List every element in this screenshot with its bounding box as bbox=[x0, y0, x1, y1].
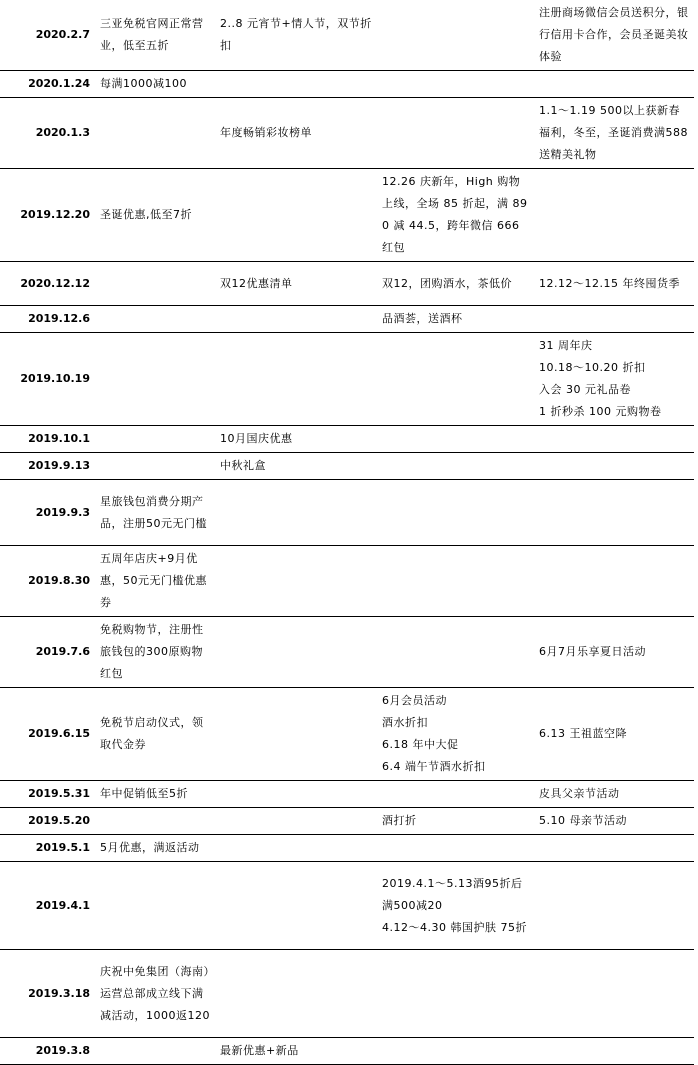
date-text: 2019.3.8 bbox=[35, 1044, 90, 1057]
date-cell bbox=[0, 546, 96, 617]
promo-cell-c4 bbox=[535, 71, 694, 98]
promo-cell-c4 bbox=[535, 808, 694, 835]
table-row bbox=[0, 1038, 694, 1065]
promo-text: 6月7月乐享夏日活动 bbox=[539, 645, 646, 658]
promo-cell-c2 bbox=[216, 862, 378, 950]
promo-cell-c3 bbox=[378, 333, 535, 426]
table-row bbox=[0, 262, 694, 306]
promo-cell-c3 bbox=[378, 71, 535, 98]
promo-cell-c2 bbox=[216, 98, 378, 169]
promo-cell-c4 bbox=[535, 617, 694, 688]
promo-text: 三亚免税官网正常营业，低至五折 bbox=[100, 17, 204, 52]
date-text: 2019.4.1 bbox=[35, 898, 90, 912]
promo-cell-c3 bbox=[378, 480, 535, 546]
promo-text: 圣诞优惠,低至7折 bbox=[100, 208, 192, 221]
date-text: 2019.9.3 bbox=[35, 505, 90, 519]
promo-text: 庆祝中免集团（海南）运营总部成立线下满减活动，1000返120 bbox=[100, 964, 210, 1022]
promo-cell-c3 bbox=[378, 808, 535, 835]
promo-cell-c1 bbox=[96, 781, 216, 808]
table-row bbox=[0, 426, 694, 453]
promo-cell-c3 bbox=[378, 862, 535, 950]
table-row bbox=[0, 71, 694, 98]
date-text: 2020.12.12 bbox=[20, 276, 90, 290]
promo-cell-c1 bbox=[96, 480, 216, 546]
date-cell bbox=[0, 98, 96, 169]
date-cell bbox=[0, 71, 96, 98]
date-cell bbox=[0, 333, 96, 426]
date-cell bbox=[0, 808, 96, 835]
promo-text: 6.4 端午节酒水折扣 bbox=[382, 760, 486, 773]
table-row bbox=[0, 808, 694, 835]
promo-cell-c4 bbox=[535, 950, 694, 1038]
promo-text: 每满1000减100 bbox=[100, 77, 187, 90]
promo-cell-c2 bbox=[216, 1038, 378, 1065]
promo-cell-c4 bbox=[535, 333, 694, 426]
date-cell bbox=[0, 480, 96, 546]
promo-cell-c2 bbox=[216, 480, 378, 546]
promo-cell-c4 bbox=[535, 426, 694, 453]
date-text: 2019.12.20 bbox=[20, 208, 90, 221]
date-text: 2020.2.7 bbox=[35, 28, 90, 41]
promo-text: 6.18 年中大促 bbox=[382, 738, 459, 751]
promo-cell-c2 bbox=[216, 71, 378, 98]
promo-text: 2019.4.1～5.13酒95折后满500减20 bbox=[382, 876, 523, 912]
promo-cell-c1 bbox=[96, 617, 216, 688]
date-text: 2019.3.18 bbox=[28, 986, 90, 1000]
table-row bbox=[0, 169, 694, 262]
promo-cell-c1 bbox=[96, 688, 216, 781]
promo-cell-c4 bbox=[535, 262, 694, 306]
table-row bbox=[0, 862, 694, 950]
date-cell bbox=[0, 306, 96, 333]
promo-text: 五周年店庆+9月优惠，50元无门槛优惠券 bbox=[100, 552, 207, 609]
promo-cell-c1 bbox=[96, 169, 216, 262]
table-row bbox=[0, 0, 694, 71]
table-row bbox=[0, 480, 694, 546]
promo-cell-c2 bbox=[216, 546, 378, 617]
promo-cell-c2 bbox=[216, 426, 378, 453]
promo-text: 4.12～4.30 韩国护肤 75折 bbox=[382, 920, 527, 934]
promo-cell-c3 bbox=[378, 1038, 535, 1065]
date-text: 2019.7.6 bbox=[35, 645, 90, 658]
promo-cell-c4 bbox=[535, 0, 694, 71]
promo-cell-c3 bbox=[378, 546, 535, 617]
date-cell bbox=[0, 835, 96, 862]
promo-text: 5.10 母亲节活动 bbox=[539, 814, 627, 827]
promo-cell-c1 bbox=[96, 453, 216, 480]
promo-cell-c4 bbox=[535, 688, 694, 781]
promo-text: 年中促销低至5折 bbox=[100, 787, 188, 800]
date-text: 2019.10.1 bbox=[28, 432, 90, 445]
promo-cell-c2 bbox=[216, 688, 378, 781]
promo-cell-c2 bbox=[216, 333, 378, 426]
promo-cell-c2 bbox=[216, 262, 378, 306]
promo-cell-c2 bbox=[216, 617, 378, 688]
promo-cell-c1 bbox=[96, 306, 216, 333]
promo-cell-c3 bbox=[378, 453, 535, 480]
promo-cell-c1 bbox=[96, 808, 216, 835]
promo-text: 入会 30 元礼品卷 bbox=[539, 383, 631, 396]
promo-text: 免税节启动仪式，领取代金券 bbox=[100, 716, 204, 751]
promo-text: 1 折秒杀 100 元购物卷 bbox=[539, 405, 662, 418]
promo-text: 最新优惠+新品 bbox=[220, 1044, 299, 1057]
promo-cell-c1 bbox=[96, 862, 216, 950]
promo-text: 6.13 王祖蓝空降 bbox=[539, 727, 627, 740]
promo-cell-c1 bbox=[96, 1038, 216, 1065]
promo-cell-c3 bbox=[378, 262, 535, 306]
table-row bbox=[0, 835, 694, 862]
table-row bbox=[0, 617, 694, 688]
promo-text: 12.26 庆新年，High 购物上线，全场 85 折起，满 890 减 44.5，跨年微信 666 红包 bbox=[382, 175, 528, 254]
promo-cell-c1 bbox=[96, 262, 216, 306]
promo-cell-c1 bbox=[96, 546, 216, 617]
promo-text: 2..8 元宵节+情人节，双节折扣 bbox=[220, 17, 372, 52]
date-text: 2020.1.3 bbox=[35, 126, 90, 139]
promo-text: 1.1～1.19 500以上获新春福利，冬至，圣诞消费满588送精美礼物 bbox=[539, 104, 688, 161]
promo-cell-c3 bbox=[378, 950, 535, 1038]
promo-cell-c1 bbox=[96, 0, 216, 71]
promo-cell-c2 bbox=[216, 808, 378, 835]
promo-cell-c1 bbox=[96, 426, 216, 453]
table-row bbox=[0, 453, 694, 480]
date-text: 2019.10.19 bbox=[20, 372, 90, 385]
promo-text: 10月国庆优惠 bbox=[220, 432, 293, 445]
date-cell bbox=[0, 426, 96, 453]
promo-cell-c1 bbox=[96, 333, 216, 426]
promo-text: 5月优惠，满返活动 bbox=[100, 841, 200, 854]
promo-cell-c3 bbox=[378, 169, 535, 262]
date-text: 2019.5.20 bbox=[28, 814, 90, 827]
date-cell bbox=[0, 781, 96, 808]
promo-text: 星旅钱包消费分期产品，注册50元无门槛 bbox=[100, 494, 207, 530]
promo-text: 双12，团购酒水，茶低价 bbox=[382, 276, 512, 290]
promo-cell-c2 bbox=[216, 950, 378, 1038]
promo-cell-c4 bbox=[535, 306, 694, 333]
promo-cell-c2 bbox=[216, 0, 378, 71]
promo-cell-c3 bbox=[378, 835, 535, 862]
promo-cell-c4 bbox=[535, 98, 694, 169]
date-text: 2020.1.24 bbox=[28, 77, 90, 90]
table-row bbox=[0, 546, 694, 617]
date-text: 2019.12.6 bbox=[28, 312, 90, 325]
promo-text: 年度畅销彩妆榜单 bbox=[220, 126, 312, 139]
date-text: 2019.9.13 bbox=[28, 459, 90, 472]
promo-cell-c4 bbox=[535, 480, 694, 546]
promo-cell-c4 bbox=[535, 781, 694, 808]
date-cell bbox=[0, 688, 96, 781]
table-row bbox=[0, 98, 694, 169]
promo-cell-c3 bbox=[378, 306, 535, 333]
date-text: 2019.8.30 bbox=[28, 574, 90, 587]
promo-text: 品酒荟，送酒杯 bbox=[382, 312, 463, 325]
promo-cell-c2 bbox=[216, 169, 378, 262]
promo-text: 免税购物节，注册性旅钱包的300原购物红包 bbox=[100, 623, 204, 680]
date-cell bbox=[0, 617, 96, 688]
promo-cell-c4 bbox=[535, 862, 694, 950]
promo-text: 31 周年庆 bbox=[539, 339, 593, 352]
promo-cell-c3 bbox=[378, 688, 535, 781]
promo-cell-c2 bbox=[216, 453, 378, 480]
promo-cell-c4 bbox=[535, 1038, 694, 1065]
date-text: 2019.5.31 bbox=[28, 787, 90, 800]
date-cell bbox=[0, 0, 96, 71]
promo-cell-c3 bbox=[378, 617, 535, 688]
promo-cell-c3 bbox=[378, 781, 535, 808]
date-cell bbox=[0, 1038, 96, 1065]
promo-cell-c4 bbox=[535, 546, 694, 617]
promo-cell-c2 bbox=[216, 781, 378, 808]
promo-cell-c2 bbox=[216, 306, 378, 333]
date-text: 2019.5.1 bbox=[35, 841, 90, 854]
promo-cell-c4 bbox=[535, 453, 694, 480]
promo-text: 中秋礼盒 bbox=[220, 459, 266, 472]
promo-text: 双12优惠清单 bbox=[220, 276, 293, 290]
date-text: 2019.6.15 bbox=[28, 727, 90, 740]
promo-text: 6月会员活动 bbox=[382, 694, 447, 707]
date-cell bbox=[0, 453, 96, 480]
date-cell bbox=[0, 262, 96, 306]
promo-cell-c3 bbox=[378, 98, 535, 169]
promo-text: 酒水折扣 bbox=[382, 716, 428, 729]
promo-cell-c1 bbox=[96, 835, 216, 862]
table-row bbox=[0, 306, 694, 333]
promo-text: 10.18～10.20 折扣 bbox=[539, 361, 646, 374]
promo-cell-c2 bbox=[216, 835, 378, 862]
date-cell bbox=[0, 169, 96, 262]
promo-text: 12.12～12.15 年终囤货季 bbox=[539, 276, 680, 290]
promo-text: 酒打折 bbox=[382, 814, 417, 827]
promo-cell-c1 bbox=[96, 98, 216, 169]
table-row bbox=[0, 781, 694, 808]
date-cell bbox=[0, 862, 96, 950]
promo-cell-c1 bbox=[96, 71, 216, 98]
table-row bbox=[0, 688, 694, 781]
table-row bbox=[0, 950, 694, 1038]
date-cell bbox=[0, 950, 96, 1038]
promo-cell-c4 bbox=[535, 169, 694, 262]
promo-text: 注册商场微信会员送积分，银行信用卡合作，会员圣诞美妆体验 bbox=[539, 6, 689, 63]
promo-cell-c1 bbox=[96, 950, 216, 1038]
promo-cell-c3 bbox=[378, 426, 535, 453]
promo-text: 皮具父亲节活动 bbox=[539, 787, 620, 800]
promo-cell-c3 bbox=[378, 0, 535, 71]
promo-cell-c4 bbox=[535, 835, 694, 862]
table-row bbox=[0, 333, 694, 426]
